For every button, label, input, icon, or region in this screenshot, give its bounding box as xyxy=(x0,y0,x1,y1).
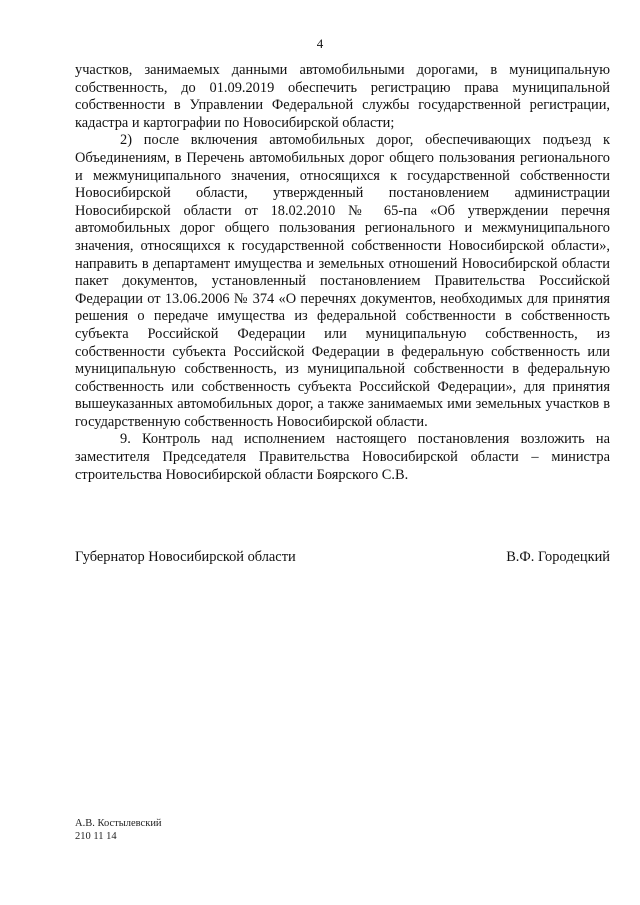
page-number: 4 xyxy=(316,36,324,51)
paragraph-continuation: участков, занимаемых данными автомобильными дорогами, в муниципальную собственность, до 01.09.2019 обеспечить регистрацию права муниципальной собственности в Управлении Федеральной службы государственной регистрации, кадастра и картографии по Новосибирской области; xyxy=(75,62,610,131)
executor-phone: 210 11 14 xyxy=(75,830,117,842)
document-body xyxy=(75,62,610,484)
signatory-name: В.Ф. Городецкий xyxy=(506,549,610,565)
signatory-position: Губернатор Новосибирской области xyxy=(75,549,296,565)
paragraph-item-9: 9. Контроль над исполнением настоящего постановления возложить на заместителя Председателя Правительства Новосибирской области – министра строительства Новосибирской области Боярского С.В. xyxy=(75,431,610,483)
paragraph-item-2: 2) после включения автомобильных дорог, обеспечивающих подъезд к Объединениям, в Перечень автомобильных дорог общего пользования регионального и межмуниципального значения, относящихся к государственной собственности Новосибирской области, утвержденный постановлением администрации Новосибирской области от 18.02.2010 № 65-па «Об утверждении перечня автомобильных дорог общего пользования регионального и межмуниципального значения, относящихся к государственной собственности Новосибирской области», направить в департамент имущества и земельных отношений Новосибирской области пакет документов, установленный постановлением Правительства Российской Федерации от 13.06.2006 № 374 «О перечнях документов, необходимых для принятия решения о передаче имущества из федеральной собственности в собственность субъекта Российской Федерации или муниципальную собственность, из собственности субъекта Российской Федерации в федеральную собственность или муниципальную собственность, из муниципальной собственности в федеральную собственность или собственность субъекта Российской Федерации», для принятия вышеуказанных автомобильных дорог, а также занимаемых ими земельных участков в государственную собственность Новосибирской области. xyxy=(75,132,610,430)
executor-name: А.В. Костылевский xyxy=(75,818,162,829)
executor-footer xyxy=(75,818,162,843)
